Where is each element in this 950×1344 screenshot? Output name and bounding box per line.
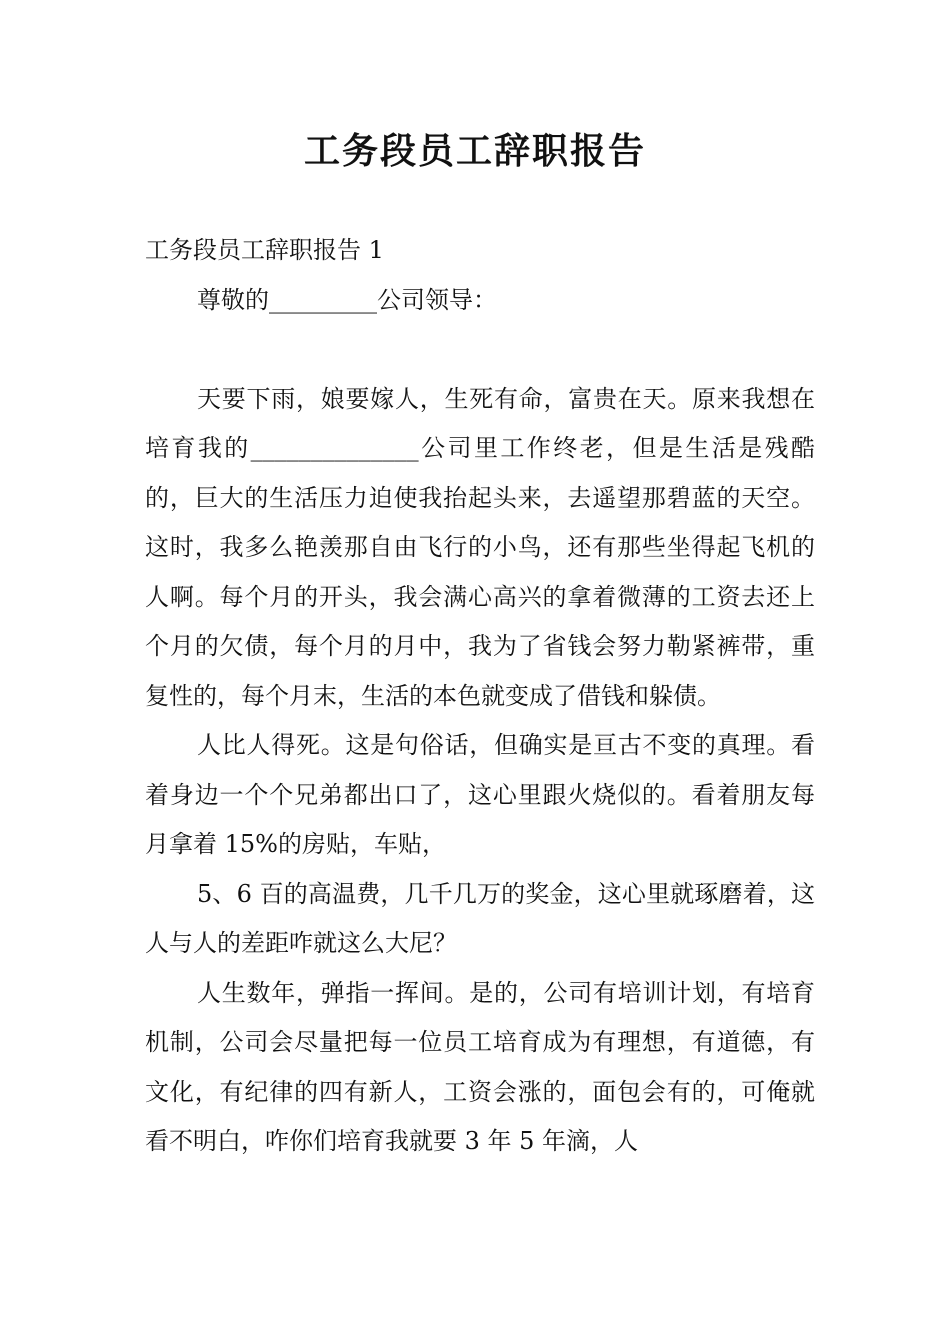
document-title: 工务段员工辞职报告 [303,130,646,172]
salutation: 尊敬的_________公司领导： [197,285,497,314]
paragraph-1: 天要下雨，娘要嫁人，生死有命，富贵在天。原来我想在培育我的______________公司里工作终老，但是生活是残酷的，巨大的生活压力迫使我抬起头来，去遥望那碧蓝的天空。这时，我多么艳羡那自由飞行的小鸟，还有那些坐得起飞机的人啊。每个月的开头，我会满心高兴的拿着微薄的工资去还上个月的欠债，每个月的月中，我为了省钱会努力勒紧裤带，重复性的，每个月末，生活的本色就变成了借钱和躲债。 [145,384,815,710]
blank-line [145,325,815,375]
paragraph-4: 人生数年，弹指一挥间。是的，公司有培训计划，有培育机制，公司会尽量把每一位员工培育成为有理想，有道德，有文化，有纪律的四有新人，工资会涨的，面包会有的，可俺就看不明白，咋你们培育我就要 3 年 5 年滴，人 [145,978,815,1155]
paragraph-2: 人比人得死。这是句俗话，但确实是亘古不变的真理。看着身边一个个兄弟都出口了，这心里跟火烧似的。看着朋友每月拿着 15%的房贴，车贴， [145,731,815,858]
section-heading: 工务段员工辞职报告 1 [145,236,384,264]
document-body [145,226,815,1167]
paragraph-3: 5、6 百的高温费，几千几万的奖金，这心里就琢磨着，这人与人的差距咋就这么大尼？ [145,879,815,957]
